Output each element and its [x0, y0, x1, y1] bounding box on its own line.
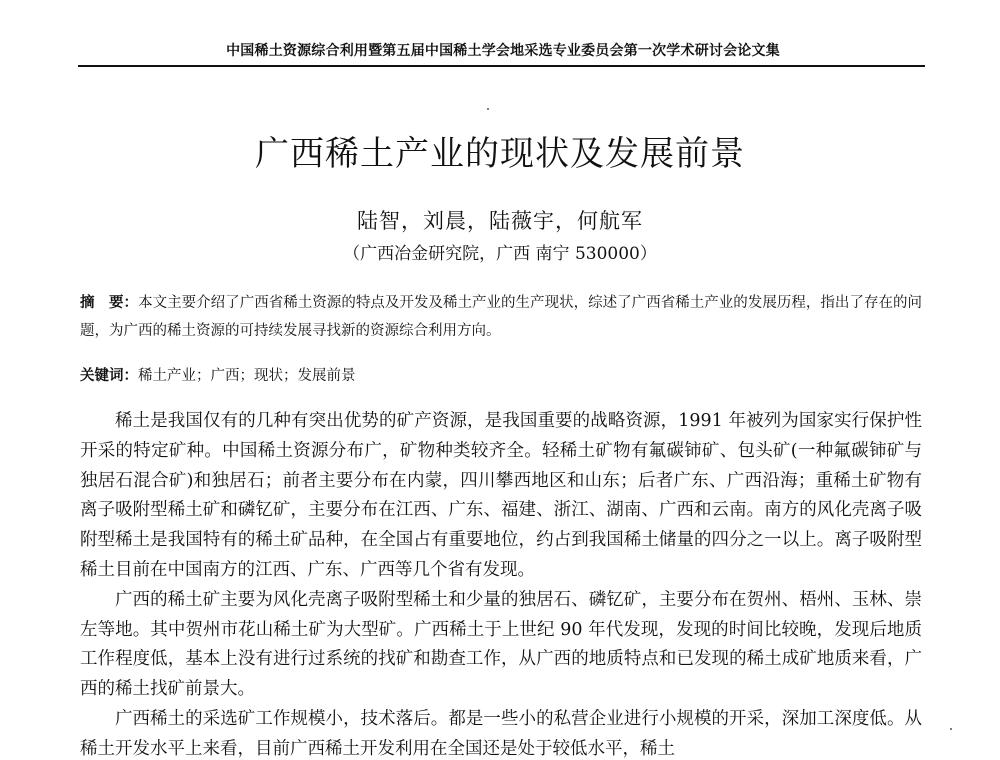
- keywords-section: [80, 364, 922, 388]
- keywords-text: 稀土产业；广西；现状；发展前景: [138, 368, 356, 384]
- author-list: 陆智，刘晨，陆薇宇，何航军: [357, 209, 643, 233]
- running-header: 中国稀土资源综合利用暨第五届中国稀土学会地采选专业委员会第一次学术研讨会论文集: [226, 43, 780, 59]
- header-rule: [78, 65, 925, 67]
- body-text: [80, 407, 922, 760]
- abstract-text: 本文主要介绍了广西省稀土资源的特点及开发及稀土产业的生产现状，综述了广西省稀土产业的发展历程，指出了存在的问题，为广西的稀土资源的可持续发展寻找新的资源综合利用方向。: [80, 295, 923, 339]
- paper-title: 广西稀土产业的现状及发展前景: [255, 134, 745, 174]
- abstract-section: [80, 289, 922, 345]
- body-paragraph-1: 稀土是我国仅有的几种有突出优势的矿产资源，是我国重要的战略资源，1991 年被列为国家实行保护性开采的特定矿种。中国稀土资源分布广，矿物种类较齐全。轻稀土矿物有氟碳铈矿、包头矿(一种氟碳铈矿与独居石混合矿)和独居石；前者主要分布在内蒙，四川攀西地区和山东；后者广东、广西沿海；重稀土矿物有离子吸附型稀土矿和磷钇矿，主要分布在江西、广东、福建、浙江、湖南、广西和云南。南方的风化壳离子吸附型稀土是我国特有的稀土矿品种，在全国占有重要地位，约占到我国稀土储量的四分之一以上。离子吸附型稀土目前在中国南方的江西、广东、广西等几个省有发现。: [80, 411, 922, 580]
- scan-speck: [487, 108, 489, 110]
- scan-speck: [950, 728, 952, 730]
- body-paragraph-3: 广西稀土的采选矿工作规模小，技术落后。都是一些小的私营企业进行小规模的开采，深加工深度低。从稀土开发水平上来看，目前广西稀土开发利用在全国还是处于较低水平，稀土: [80, 708, 922, 759]
- abstract-label: 摘 要：: [80, 295, 139, 311]
- author-affiliation: （广西冶金研究院，广西 南宁 530000）: [343, 244, 657, 264]
- body-paragraph-2: 广西的稀土矿主要为风化壳离子吸附型稀土和少量的独居石、磷钇矿，主要分布在贺州、梧州、玉林、崇左等地。其中贺州市花山稀土矿为大型矿。广西稀土于上世纪 90 年代发现，发现的时间比较晚，发现后地质工作程度低，基本上没有进行过系统的找矿和勘查工作，从广西的地质特点和已发现的稀土成矿地质来看，广西的稀土找矿前景大。: [80, 589, 922, 700]
- keywords-label: 关键词：: [80, 368, 138, 384]
